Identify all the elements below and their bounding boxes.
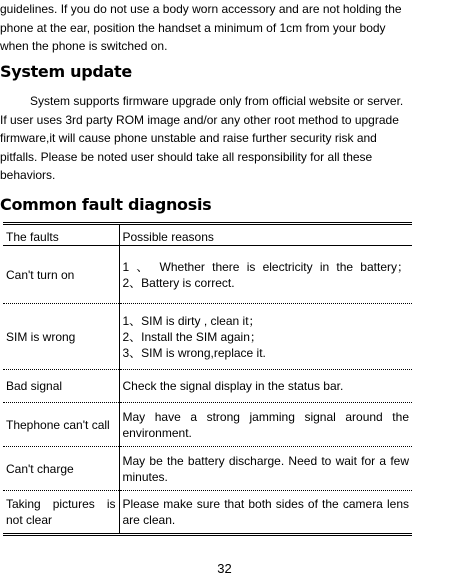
system-update-line: System supports firmware upgrade only from official website or server. xyxy=(30,94,404,108)
system-update-paragraph xyxy=(0,92,449,185)
table-row xyxy=(3,246,412,304)
intro-line: when the phone is switched on. xyxy=(0,39,168,53)
fault-diagnosis-table xyxy=(3,222,412,536)
table-row xyxy=(3,304,412,370)
intro-paragraph xyxy=(0,0,447,56)
fault-cell: Bad signal xyxy=(3,370,119,403)
header-fault: The faults xyxy=(3,224,119,246)
header-reason: Possible reasons xyxy=(119,224,412,246)
fault-cell: Can't charge xyxy=(3,447,119,491)
system-update-line: pitfalls. Please be noted user should take all responsibility for all these xyxy=(0,149,373,164)
reason-cell: Check the signal display in the status bar. xyxy=(119,370,412,403)
fault-cell: Can't turn on xyxy=(3,246,119,304)
table-row xyxy=(3,447,412,491)
fault-cell: Thephone can't call xyxy=(3,403,119,447)
table-row xyxy=(3,491,412,535)
page-number: 32 xyxy=(217,561,232,575)
reason-cell: 1 、 Whether there is electricity in the battery； 2、Battery is correct. xyxy=(119,246,412,304)
table-header-row xyxy=(3,224,412,246)
table-row xyxy=(3,403,412,447)
reason-cell: May have a strong jamming signal around the environment. xyxy=(119,403,412,447)
fault-cell: Taking pictures is not clear xyxy=(3,491,119,535)
system-update-line: behaviors. xyxy=(0,168,56,182)
system-update-line: firmware,it will cause phone unstable and raise further security risk and xyxy=(0,131,377,145)
system-update-heading: System update xyxy=(0,62,132,81)
reason-cell: Please make sure that both sides of the camera lens are clean. xyxy=(119,491,412,535)
reason-cell: 1、SIM is dirty , clean it； 2、Install the SIM again； 3、SIM is wrong,replace it. xyxy=(119,304,412,370)
intro-line: guidelines. If you do not use a body worn accessory and are not holding the xyxy=(0,2,402,16)
table-row xyxy=(3,370,412,403)
intro-line: phone at the ear, position the handset a minimum of 1cm from your body xyxy=(0,20,386,35)
fault-diagnosis-heading: Common fault diagnosis xyxy=(0,195,212,214)
fault-cell: SIM is wrong xyxy=(3,304,119,370)
system-update-line: If user uses 3rd party ROM image and/or any other root method to upgrade xyxy=(0,112,399,127)
reason-cell: May be the battery discharge. Need to wait for a few minutes. xyxy=(119,447,412,491)
